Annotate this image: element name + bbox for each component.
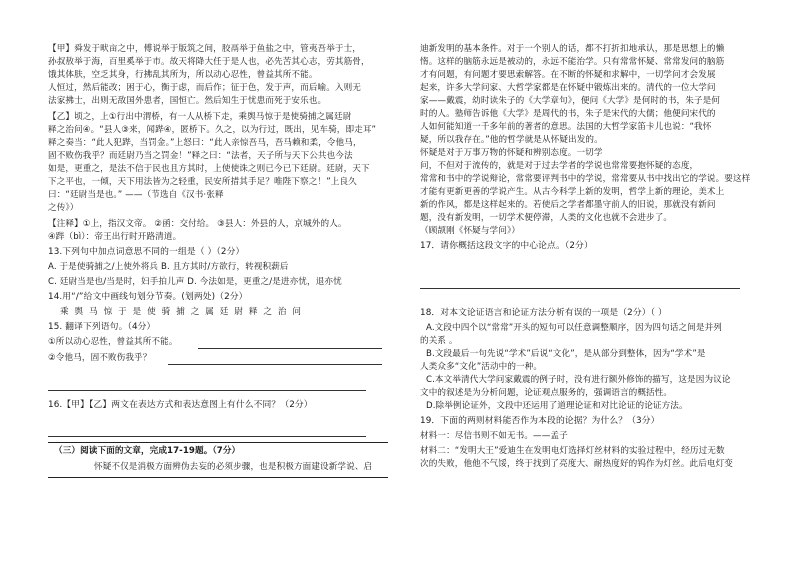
q13-options-cd: C. 廷尉当是也/当是时，妇手拍儿声 D. 今法如是，更重之/是进亦忧，退亦忧 — [48, 277, 342, 287]
q18-option-c-cont: 文中的叙述是为分析问题，论证观点服务的，强调语言的概括性。 — [420, 388, 673, 398]
essay-line-12: 才能有更新更善的学说产生。从古今科学上新的发明，哲学上新的理论，美术上 — [420, 187, 725, 197]
essay-line-7: 人如何能知道一千多年前的著者的意思。法国的大哲学家笛卡儿也说：“我怀 — [420, 122, 712, 132]
q18-option-a-cont: 的关系 。 — [420, 336, 458, 346]
material-1: 材料一：尽信书则不如无书。——孟子 — [420, 431, 568, 441]
question-14: 14.用“/”给文中画线句划分节奏。(划两处)（2分） — [48, 292, 248, 302]
q15-item-2: ②令他马，固不败伤我乎？ — [48, 353, 152, 363]
q14-sentence: 乘 舆 马 惊 于 是 使 骑 捕 之 属 廷 尉 释 之 治 问 — [60, 307, 303, 317]
question-18: 18．对本文论证语言和论证方法分析有误的一项是（2分）（ ） — [420, 308, 667, 318]
yi-line-4: 固不败伤我乎？而廷尉乃当之罚金！”释之曰：“法者，天子所与天下公共也今法 — [48, 151, 353, 161]
essay-line-5: 家——戴震，幼时读朱子的《大学章句》，便问《大学》是何时的书，朱子是何 — [420, 96, 720, 106]
q18-option-a: A.文段中四个以“常常”开头的短句可以任意调整顺序，因为四句话之间是并列 — [426, 323, 722, 333]
section-3-first-line: 怀疑不仅是消极方面辨伪去妄的必须步骤，也是积极方面建设新学说、启 — [94, 462, 373, 472]
yi-line-1: 【乙】顷之，上①行出中渭桥，有一人从桥下走，乘舆马惊于是使骑捕之属廷尉 — [48, 112, 352, 122]
yi-line-2: 释之治问④。“县人③来，闻跸④，匿桥下。久之，以为行过，既出，见车骑，即走耳” — [48, 125, 377, 135]
section-3-heading: （三）阅读下面的文章，完成17-19题。（7分） — [54, 446, 241, 456]
yi-line-6: 下之平也，一倾，天下用法皆为之轻重，民安所措其手足？唯陛下察之！”上良久 — [48, 177, 357, 187]
jia-line-2: 孙叔敖举于海，百里奚举于市。故天将降大任于是人也，必先苦其心志，劳其筋骨， — [48, 57, 370, 67]
q18-option-b: B.文段最后一句先说“学术”后说“文化”，是从部分到整体，因为“学术”是 — [426, 349, 706, 359]
yi-line-8: 之传》） — [48, 203, 79, 213]
question-16: 16.【甲】【乙】两文在表达方式和表达意图上有什么不同？（2分） — [48, 400, 313, 410]
essay-line-1: 迪新发明的基本条件。对于一个别人的话，都不打折扣地承认，那是思想上的懒 — [420, 44, 725, 54]
essay-line-11: 常常和书中的学说辩论，常常要评判书中的学说，常常要从书中找出它的学说。要这样 — [420, 174, 751, 184]
question-19: 19．下面的两则材料能否作为本段的论据？为什么？（3分） — [420, 416, 660, 426]
yi-line-3: 释之奏当：“此人犯跸，当罚金。”上怒曰：“此人亲惊吾马，吾马赖和柔，令他马， — [48, 138, 362, 148]
essay-line-10: 问，不但对于流传的，就是对于过去学者的学说也常常要抱怀疑的态度， — [420, 161, 699, 171]
section-3-box — [48, 442, 388, 478]
essay-line-2: 惰。这样的脑筋永远是被动的，永远不能治学。只有常常怀疑、常常发问的脑筋 — [420, 57, 725, 67]
material-2-line-1: 材料二：“发明大王”爱迪生在发明电灯选择灯丝材料的实验过程中，经历过无数 — [420, 446, 725, 456]
q16-answer-line[interactable] — [48, 436, 366, 437]
notes-line-1: 【注释】①上，指汉文帝。 ②函：交付给。 ③县人：外县的人，京城外的人。 — [48, 219, 347, 229]
jia-line-5: 法家拂士，出则无敌国外患者，国恒亡。然后知生于忧患而死于安乐也。 — [48, 96, 327, 106]
q18-option-b-cont: 人类众多“文化”活动中的一种。 — [420, 362, 543, 372]
q15-answer-line-2[interactable] — [168, 364, 382, 365]
q13-options-ab: A. 于是使骑捕之/上使外将兵 B. 且方其时/方欲行，转视积薪后 — [48, 262, 289, 272]
jia-line-4: 人恒过，然后能改；困于心，衡于虑，而后作；征于色，发于声，而后喻。入则无 — [48, 83, 361, 93]
q17-answer-line[interactable] — [420, 288, 740, 289]
jia-line-3: 饿其体肤，空乏其身，行拂乱其所为，所以动心忍性，曾益其所不能。 — [48, 70, 318, 80]
jia-line-1: 【甲】舜发于畎亩之中，傅说举于版筑之间，胶鬲举于鱼盐之中，管夷吾举于士， — [48, 44, 361, 54]
question-15: 15. 翻译下列语句。（4分） — [48, 322, 156, 332]
q18-option-d: D.除举例论证外，文段中还运用了道理论证和对比论证的论证方法。 — [426, 401, 688, 411]
yi-line-7: 曰：“廷尉当是也。” ——（节选自《汉书·张释 — [48, 190, 224, 200]
q15-answer-line-3[interactable] — [48, 390, 366, 391]
q15-item-1: ①所以动心忍性，曾益其所不能。 — [48, 337, 178, 347]
essay-line-8: 疑，所以我存在。”他的哲学就是从怀疑出发的。 — [420, 135, 603, 145]
q15-answer-line-1[interactable] — [198, 348, 382, 349]
notes-line-2: ④跸（bì）：帝王出行时开路清道。 — [48, 232, 182, 242]
essay-source: （顾颉刚《怀疑与学问》） — [420, 226, 521, 236]
q18-option-c: C.本文举清代大学问家戴震的例子时，没有进行额外修饰的描写，这是因为议论 — [426, 375, 731, 385]
question-17: 17．请你概括这段文字的中心论点。（2分） — [420, 241, 593, 251]
essay-line-13: 新的作风，都是这样起来的。若使后之学者都墨守前人的旧说，那就没有新问 — [420, 200, 716, 210]
material-2-line-2: 次的失败，他他不气馁，终于找到了亮度大、耐热度好的钨作为灯丝。此后电灯变 — [420, 459, 733, 469]
essay-line-6: 时的人。塾师告诉他《大学》是周代的书，朱子是宋代的大儒；他便问宋代的 — [420, 109, 716, 119]
essay-line-9: 怀疑是对于万事万物的怀疑和辨别态度。一切学 — [420, 148, 603, 158]
essay-line-3: 才有问题，有问题才要思索解答。在不断的怀疑和求解中，一切学问才会发展 — [420, 70, 716, 80]
yi-line-5: 如是，更重之，是法不信于民也且方其时，上使使诛之则已今已下廷尉。廷尉，天下 — [48, 164, 370, 174]
essay-line-14: 题，没有新发明，一切学术便停滞，人类的文化也就不会进步了。 — [420, 213, 673, 223]
question-13: 13.下列句中加点词意思不同的一组是（ ）（2分） — [48, 247, 245, 257]
essay-line-4: 起来，许多大学问家、大哲学家都是在怀疑中锻炼出来的。清代的一位大学问 — [420, 83, 716, 93]
